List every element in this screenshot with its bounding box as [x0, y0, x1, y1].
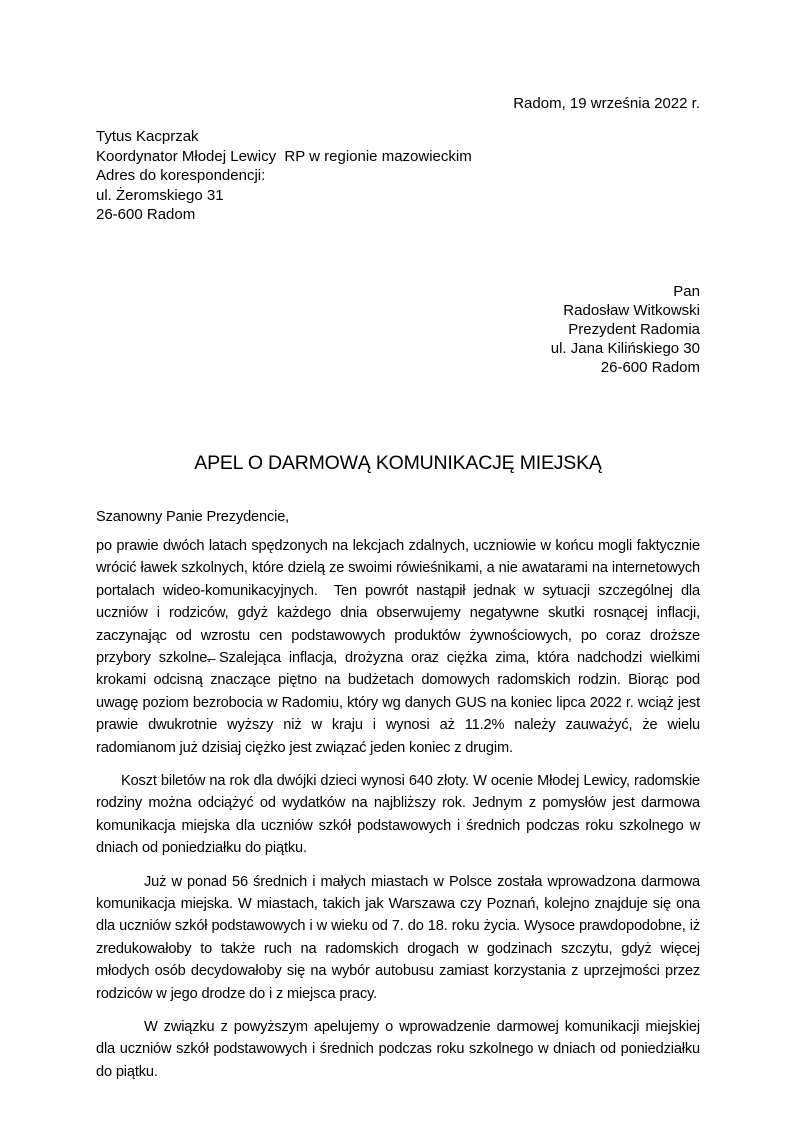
- sender-block: [96, 127, 700, 225]
- recipient-address-line: ul. Jana Kilińskiego 30: [550, 340, 700, 358]
- recipient-address-line: Radosław Witkowski: [563, 301, 700, 319]
- recipient-address-line: 26-600 Radom: [600, 359, 700, 377]
- salutation: Szanowny Panie Prezydencie,: [96, 508, 290, 525]
- recipient-block: [96, 282, 700, 378]
- body-paragraph: Koszt biletów na rok dla dwójki dzieci wynosi 640 złoty. W ocenie Młodej Lewicy, radomskie rodziny można odciążyć od wydatków na najbliższy rok. Jednym z pomysłów jest darmowa komunikacja miejska dla uczniów szkół podstawowych i średnich podczas roku szkolnego w dniach od poniedziałku do piątku.: [96, 772, 704, 857]
- letter-body: [96, 535, 704, 1083]
- body-paragraph: Już w ponad 56 średnich i małych miastach w Polsce została wprowadzona darmowa komunikacja miejska. W miastach, takich jak Warszawa czy Poznań, kolejno znajduje się ona dla uczniów szkół podstawowych i w wieku od 7. do 18. roku życia. Wysoce prawdopodobne, iż zredukowałoby to także ruch na radomskich drogach w godzinach szczytu, gdyż więcej młodych osób decydowałoby się na wybór autobusu zamiast korzystania z uprzejmości przez rodziców w jego drodze do i z miejsca pracy.: [96, 873, 704, 1002]
- sender-address-line: Tytus Kacprzak: [96, 128, 199, 145]
- sender-address-line: ul. Żeromskiego 31: [96, 186, 224, 204]
- body-paragraph: po prawie dwóch latach spędzonych na lekcjach zdalnych, uczniowie w końcu mogli faktycznie wrócić ławek szkolnych, które dzielą ze swoimi rówieśnikami, a nie awatarami na internetowych portalach wideo-komunikacyjnych. Ten powrót nastąpił jednak w sytuacji szczególnej dla uczniów i rodziców, gdyż każdego dnia obserwujemy negatywne skutki rosnącej inflacji, zaczynając od wzrostu cen podstawowych produktów żywnościowych, po coraz droższe przybory szkolne.̶ Szalejąca inflacja, drożyzna oraz ciężka zima, która nadchodzi wielkimi krokami odcisną znaczące piętno na budżetach domowych radomskich rodzin. Biorąc pod uwagę poziom bezrobocia w Radomiu, który wg danych GUS na koniec lipca 2022 r. wciąż jest prawie dwukrotnie wyższy niż w kraju i wynosi aż 11.2% należy zauważyć, że wielu radomianom już dzisiaj ciężko jest związać jeden koniec z drugim.: [96, 537, 704, 756]
- recipient-address-line: Pan: [673, 282, 700, 300]
- letter-title: APEL O DARMOWĄ KOMUNIKACJĘ MIEJSKĄ: [194, 451, 602, 474]
- letter-date: Radom, 19 września 2022 r.: [513, 95, 700, 112]
- sender-address-line: Koordynator Młodej Lewicy RP w regionie mazowieckim: [96, 147, 472, 165]
- sender-address-line: 26-600 Radom: [96, 206, 196, 223]
- sender-address-line: Adres do korespondencji:: [96, 167, 266, 184]
- recipient-address-line: Prezydent Radomia: [568, 320, 700, 338]
- body-paragraph: W związku z powyższym apelujemy o wprowadzenie darmowej komunikacji miejskiej dla uczniów szkół podstawowych i średnich podczas roku szkolnego w dniach od poniedziałku do piątku.: [96, 1019, 704, 1080]
